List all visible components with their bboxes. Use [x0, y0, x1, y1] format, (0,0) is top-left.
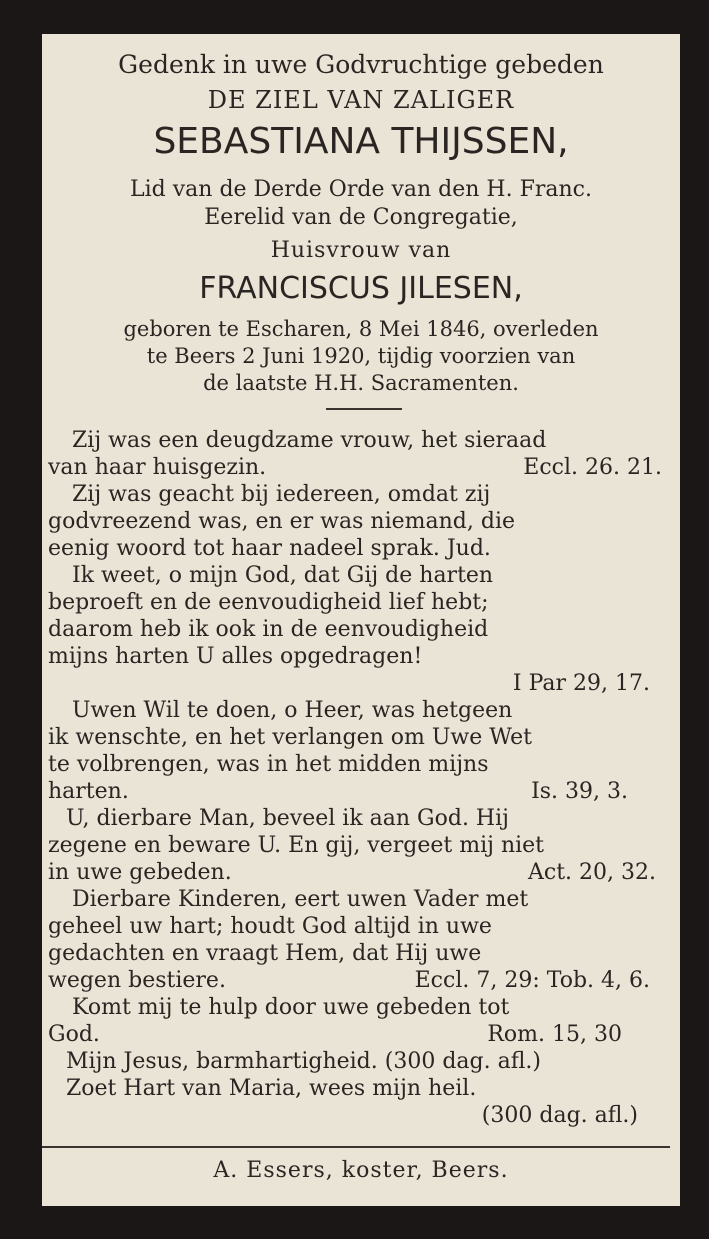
body-line: geheel uw hart; houdt God altijd in uwe: [48, 914, 492, 939]
indulgence-note: (300 dag. afl.): [481, 1103, 638, 1128]
scripture-reference: Eccl. 7, 29: Tob. 4, 6.: [414, 968, 650, 993]
deceased-name: SEBASTIANA THIJSSEN,: [153, 121, 569, 162]
scripture-reference: Act. 20, 32.: [527, 860, 656, 885]
printer-imprint: A. Essers, koster, Beers.: [213, 1158, 509, 1183]
scripture-reference: Eccl. 26. 21.: [523, 455, 662, 480]
body-text: harten.: [48, 779, 129, 804]
body-line: [48, 1024, 676, 1046]
body-text: in uwe gebeden.: [48, 860, 232, 885]
body-line: beproeft en de eenvoudigheid lief hebt;: [48, 590, 489, 615]
sacraments-line: de laatste H.H. Sacramenten.: [203, 371, 519, 395]
body-line: godvreezend was, en er was niemand, die: [48, 509, 515, 534]
invocation-line: Gedenk in uwe Godvruchtige gebeden: [118, 50, 604, 79]
congregation-membership: Eerelid van de Congregatie,: [204, 205, 518, 230]
body-line: gedachten en vraagt Hem, dat Hij uwe: [48, 941, 482, 966]
body-text: wegen bestiere.: [48, 968, 226, 993]
body-line: zegene en beware U. En gij, vergeet mij niet: [48, 833, 545, 858]
card-paper: [42, 34, 680, 1206]
birth-death-line-2: te Beers 2 Juni 1920, tijdig voorzien van: [146, 344, 576, 368]
footer-divider: [42, 1146, 670, 1148]
body-line: U, dierbare Man, beveel ik aan God. Hij: [66, 806, 509, 831]
scripture-reference: Rom. 15, 30: [487, 1022, 622, 1047]
spouse-name: FRANCISCUS JILESEN,: [199, 271, 523, 306]
birth-death-line-1: geboren te Escharen, 8 Mei 1846, overleden: [123, 317, 599, 341]
body-line: eenig woord tot haar nadeel sprak. Jud.: [48, 536, 491, 561]
order-membership: Lid van de Derde Orde van den H. Franc.: [130, 177, 592, 202]
body-line: te volbrengen, was in het midden mijns: [48, 752, 489, 777]
body-line: Komt mij te hulp door uwe gebeden tot: [72, 995, 510, 1020]
body-line: daarom heb ik ook in de eenvoudigheid: [48, 617, 489, 642]
body-line: [48, 781, 676, 803]
body-line: [48, 970, 676, 992]
scripture-reference: Is. 39, 3.: [531, 779, 628, 804]
indulgence-line: Zoet Hart van Maria, wees mijn heil.: [66, 1076, 477, 1101]
soul-heading: DE ZIEL VAN ZALIGER: [207, 86, 515, 114]
body-line: [48, 457, 676, 479]
body-line: Uwen Wil te doen, o Heer, was hetgeen: [72, 698, 513, 723]
body-line: mijns harten U alles opgedragen!: [48, 644, 423, 669]
indulgence-line: Mijn Jesus, barmhartigheid. (300 dag. afl.): [66, 1049, 541, 1074]
body-text: God.: [48, 1022, 100, 1047]
body-line: Ik weet, o mijn God, dat Gij de harten: [72, 563, 494, 588]
body-line: [48, 862, 676, 884]
body-line: Zij was een deugdzame vrouw, het sieraad: [72, 428, 547, 453]
header-divider: [326, 408, 402, 410]
body-line: Dierbare Kinderen, eert uwen Vader met: [72, 887, 529, 912]
body-line: ik wenschte, en het verlangen om Uwe Wet: [48, 725, 532, 750]
spouse-intro: Huisvrouw van: [270, 238, 452, 263]
body-line: Zij was geacht bij iedereen, omdat zij: [72, 482, 491, 507]
body-text: van haar huisgezin.: [48, 455, 267, 480]
scripture-reference: I Par 29, 17.: [512, 671, 650, 696]
